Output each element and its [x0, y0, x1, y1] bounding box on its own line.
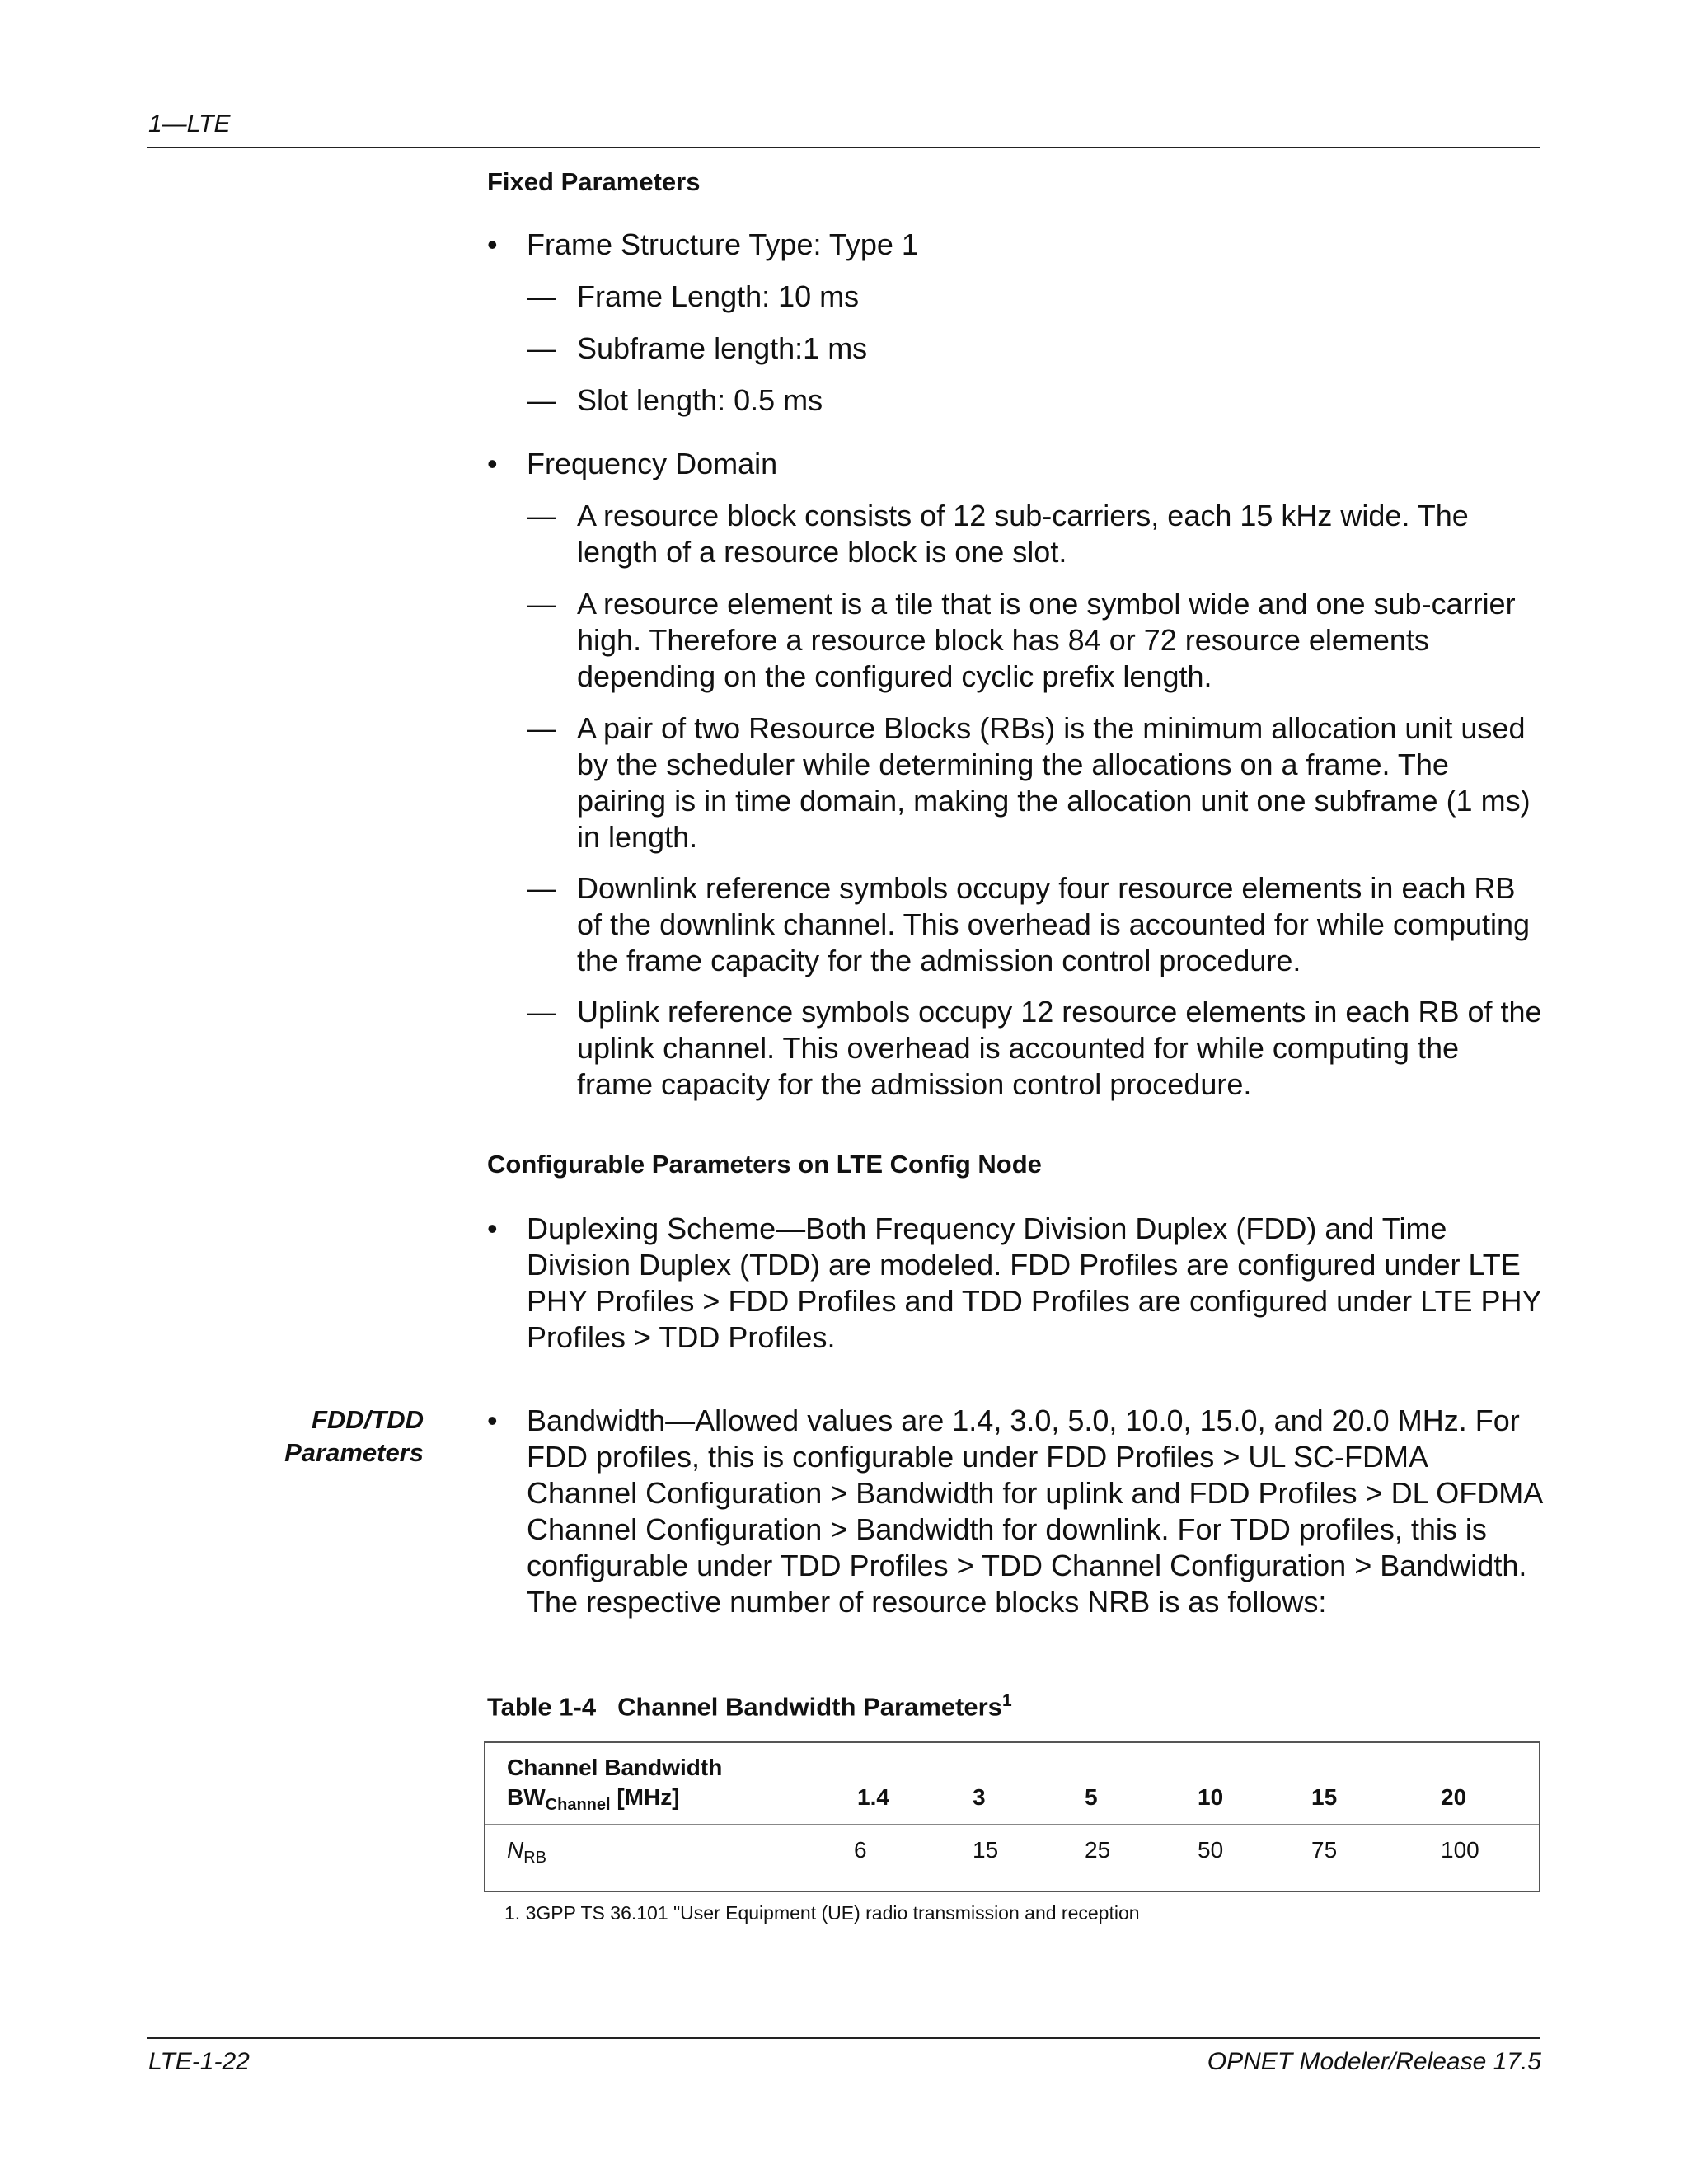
- bullet-duplexing-scheme: [487, 1211, 1542, 1356]
- sub-item-slot-length: [527, 382, 1542, 419]
- fixed-parameters-heading: Fixed Parameters: [487, 167, 701, 196]
- sub-item-text: A resource element is a tile that is one symbol wide and one sub-carrier high. Therefore a resource block has 84 or 72 resource elements depending on the configured cyclic prefix length.: [577, 587, 1516, 693]
- bullet-mark: •: [487, 227, 498, 261]
- bandwidth-cell: 5: [1085, 1784, 1098, 1810]
- dash-mark: —: [527, 331, 556, 365]
- bullet-mark: •: [487, 1212, 498, 1245]
- bandwidth-row-header: [507, 1753, 722, 1815]
- bullet-mark: •: [487, 1404, 498, 1437]
- dash-mark: —: [527, 995, 556, 1029]
- bullet-frequency-domain: [487, 446, 1542, 482]
- table-title: Channel Bandwidth Parameters: [617, 1692, 1002, 1722]
- side-heading-line-2: Parameters: [284, 1438, 424, 1467]
- footer-rule: [147, 2037, 1540, 2039]
- footer-product-release: OPNET Modeler/Release 17.5: [1207, 2048, 1541, 2075]
- table-number: Table 1-4: [487, 1692, 597, 1722]
- nrb-cell: 50: [1198, 1837, 1224, 1863]
- header-line-1: Channel Bandwidth: [507, 1755, 723, 1780]
- sub-item-text: A pair of two Resource Blocks (RBs) is the minimum allocation unit used by the scheduler while determining the allocations on a frame. The pairing is in time domain, making the allocation unit one subframe (1 ms) in length.: [577, 711, 1531, 854]
- table-footnote: 1. 3GPP TS 36.101 "User Equipment (UE) radio transmission and reception: [504, 1902, 1140, 1924]
- sub-item-text: Frame Length: 10 ms: [577, 279, 860, 313]
- dash-mark: —: [527, 871, 556, 905]
- header-rule: [147, 147, 1540, 148]
- bullet-mark: •: [487, 447, 498, 480]
- footer-page-number: LTE-1-22: [148, 2048, 250, 2075]
- nrb-cell: 100: [1441, 1837, 1479, 1863]
- sub-item-text: Subframe length:1 ms: [577, 331, 868, 365]
- bandwidth-cell: 3: [973, 1784, 986, 1810]
- bandwidth-cell: 15: [1311, 1784, 1338, 1810]
- sub-item-frame-length: [527, 279, 1542, 315]
- bandwidth-cell: 10: [1198, 1784, 1224, 1810]
- bullet-bandwidth: [487, 1403, 1542, 1620]
- nrb-cell: 75: [1311, 1837, 1338, 1863]
- table-row-divider: [485, 1824, 1539, 1825]
- nrb-cell: 6: [854, 1837, 867, 1863]
- bullet-text: Duplexing Scheme—Both Frequency Division Duplex (FDD) and Time Division Duplex (TDD) are modeled. FDD Profiles are configured under LTE PHY Profiles > FDD Profiles and TDD Profiles are configured under LTE PHY Profiles > TDD Profiles.: [527, 1212, 1541, 1354]
- dash-mark: —: [527, 499, 556, 532]
- nrb-cell: 25: [1085, 1837, 1111, 1863]
- dash-mark: —: [527, 711, 556, 745]
- nrb-cell: 15: [973, 1837, 999, 1863]
- bullet-frame-structure: [487, 227, 1542, 263]
- bullet-text: Bandwidth—Allowed values are 1.4, 3.0, 5.0, 10.0, 15.0, and 20.0 MHz. For FDD profiles, this is configurable under FDD Profiles > UL SC-FDMA Channel Configuration > Bandwidth for uplink and FDD Profiles > DL OFDMA Channel Configuration > Bandwidth for downlink. For TDD profiles, this is configurable under TDD Profiles > TDD Channel Configuration > Bandwidth. The respective number of resource blocks NRB is as follows:: [527, 1404, 1542, 1619]
- side-heading-line-1: FDD/TDD: [311, 1405, 424, 1434]
- header-line-2: $BW_{Channel}$ [MHz]: [507, 1784, 680, 1814]
- sub-item-resource-element: [527, 586, 1542, 695]
- sub-item-text: A resource block consists of 12 sub-carriers, each 15 kHz wide. The length of a resource block is one slot.: [577, 499, 1469, 569]
- dash-mark: —: [527, 587, 556, 621]
- sub-item-subframe-length: [527, 330, 1542, 367]
- sub-item-text: Uplink reference symbols occupy 12 resource elements in each RB of the uplink channel. This overhead is accounted for while computing the frame capacity for the admission control procedure.: [577, 995, 1542, 1101]
- running-header: 1—LTE: [148, 110, 231, 138]
- channel-bandwidth-table: [484, 1741, 1540, 1892]
- bandwidth-cell: 1.4: [857, 1784, 889, 1810]
- table-caption: [487, 1691, 1012, 1722]
- sub-item-text: Downlink reference symbols occupy four resource elements in each RB of the downlink channel. This overhead is accounted for while computing the frame capacity for the admission control procedure.: [577, 871, 1531, 977]
- sub-item-uplink-reference: [527, 994, 1542, 1103]
- configurable-parameters-heading: Configurable Parameters on LTE Config Node: [487, 1150, 1042, 1179]
- dash-mark: —: [527, 383, 556, 417]
- bullet-text: Frame Structure Type: Type 1: [527, 227, 918, 261]
- sub-item-downlink-reference: [527, 870, 1542, 979]
- bullet-text: Frequency Domain: [527, 447, 778, 480]
- dash-mark: —: [527, 279, 556, 313]
- nrb-row-header: $N_{RB}$: [507, 1837, 547, 1867]
- bandwidth-cell: 20: [1441, 1784, 1467, 1810]
- sub-item-text: Slot length: 0.5 ms: [577, 383, 823, 417]
- side-heading-fdd-tdd: [148, 1404, 424, 1469]
- sub-item-rb-pair: [527, 710, 1542, 855]
- sub-item-resource-block: [527, 498, 1542, 570]
- footnote-marker: 1: [1001, 1691, 1012, 1710]
